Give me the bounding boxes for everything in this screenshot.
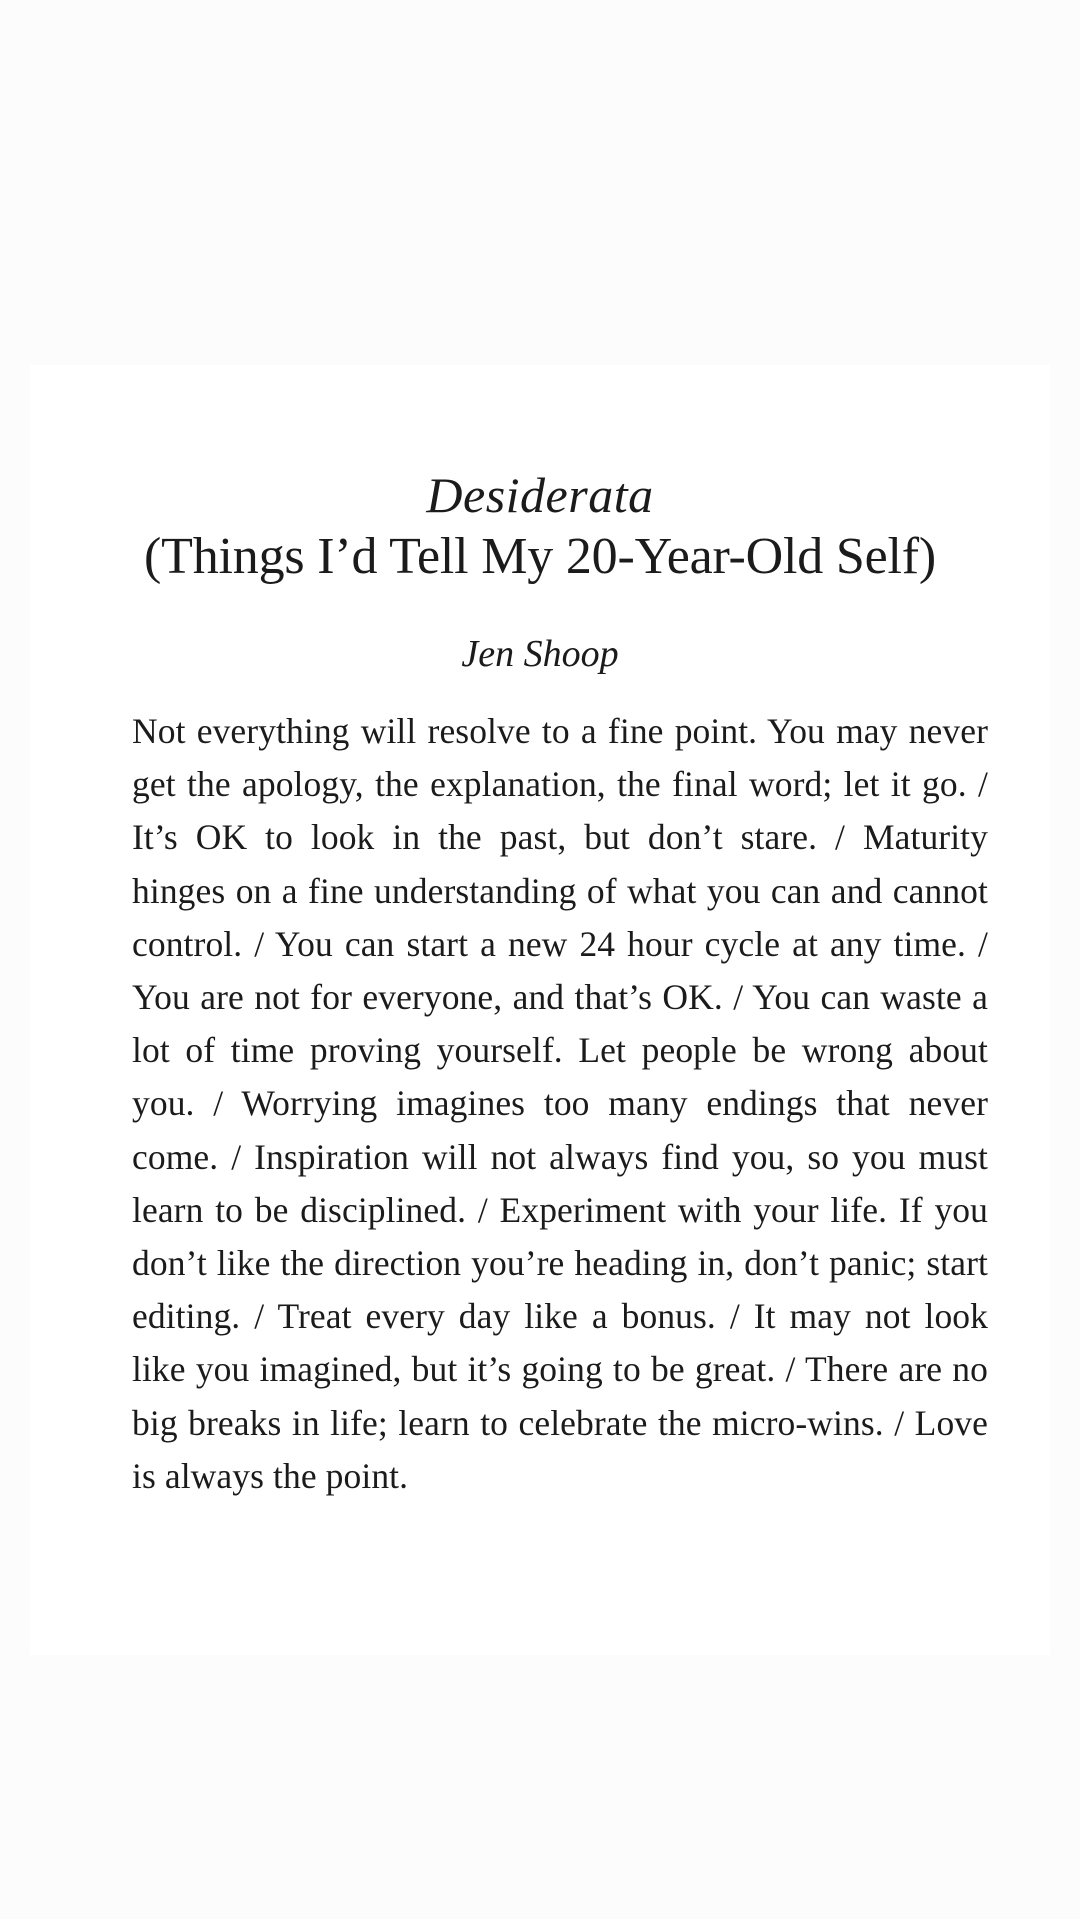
poem-title: Desiderata [426,467,654,523]
poem-author: Jen Shoop [461,633,619,675]
poem-body: Not everything will resolve to a fine point. You may never get the apology, the explanation, the final word; let it go. / It’s OK to look in the past, but don’t stare. / Maturity hinges on a fine understanding of what you can and cannot control. / You can start a new 24 hour cycle at any time. / You are not for everyone, and that’s OK. / You can waste a lot of time proving yourself. Let people be wrong about you. / Worrying imagines too many endings that never come. / Inspiration will not always find you, so you must learn to be disciplined. / Experiment with your life. If you don’t like the direction you’re heading in, don’t panic; start editing. / Treat every day like a bonus. / It may not look like you imagined, but it’s going to be great. / There are no big breaks in life; learn to celebrate the micro-wins. / Love is always the point. [132,711,988,1496]
poem-subtitle: (Things I’d Tell My 20-Year-Old Self) [144,528,936,585]
poem-card [30,365,1050,1655]
